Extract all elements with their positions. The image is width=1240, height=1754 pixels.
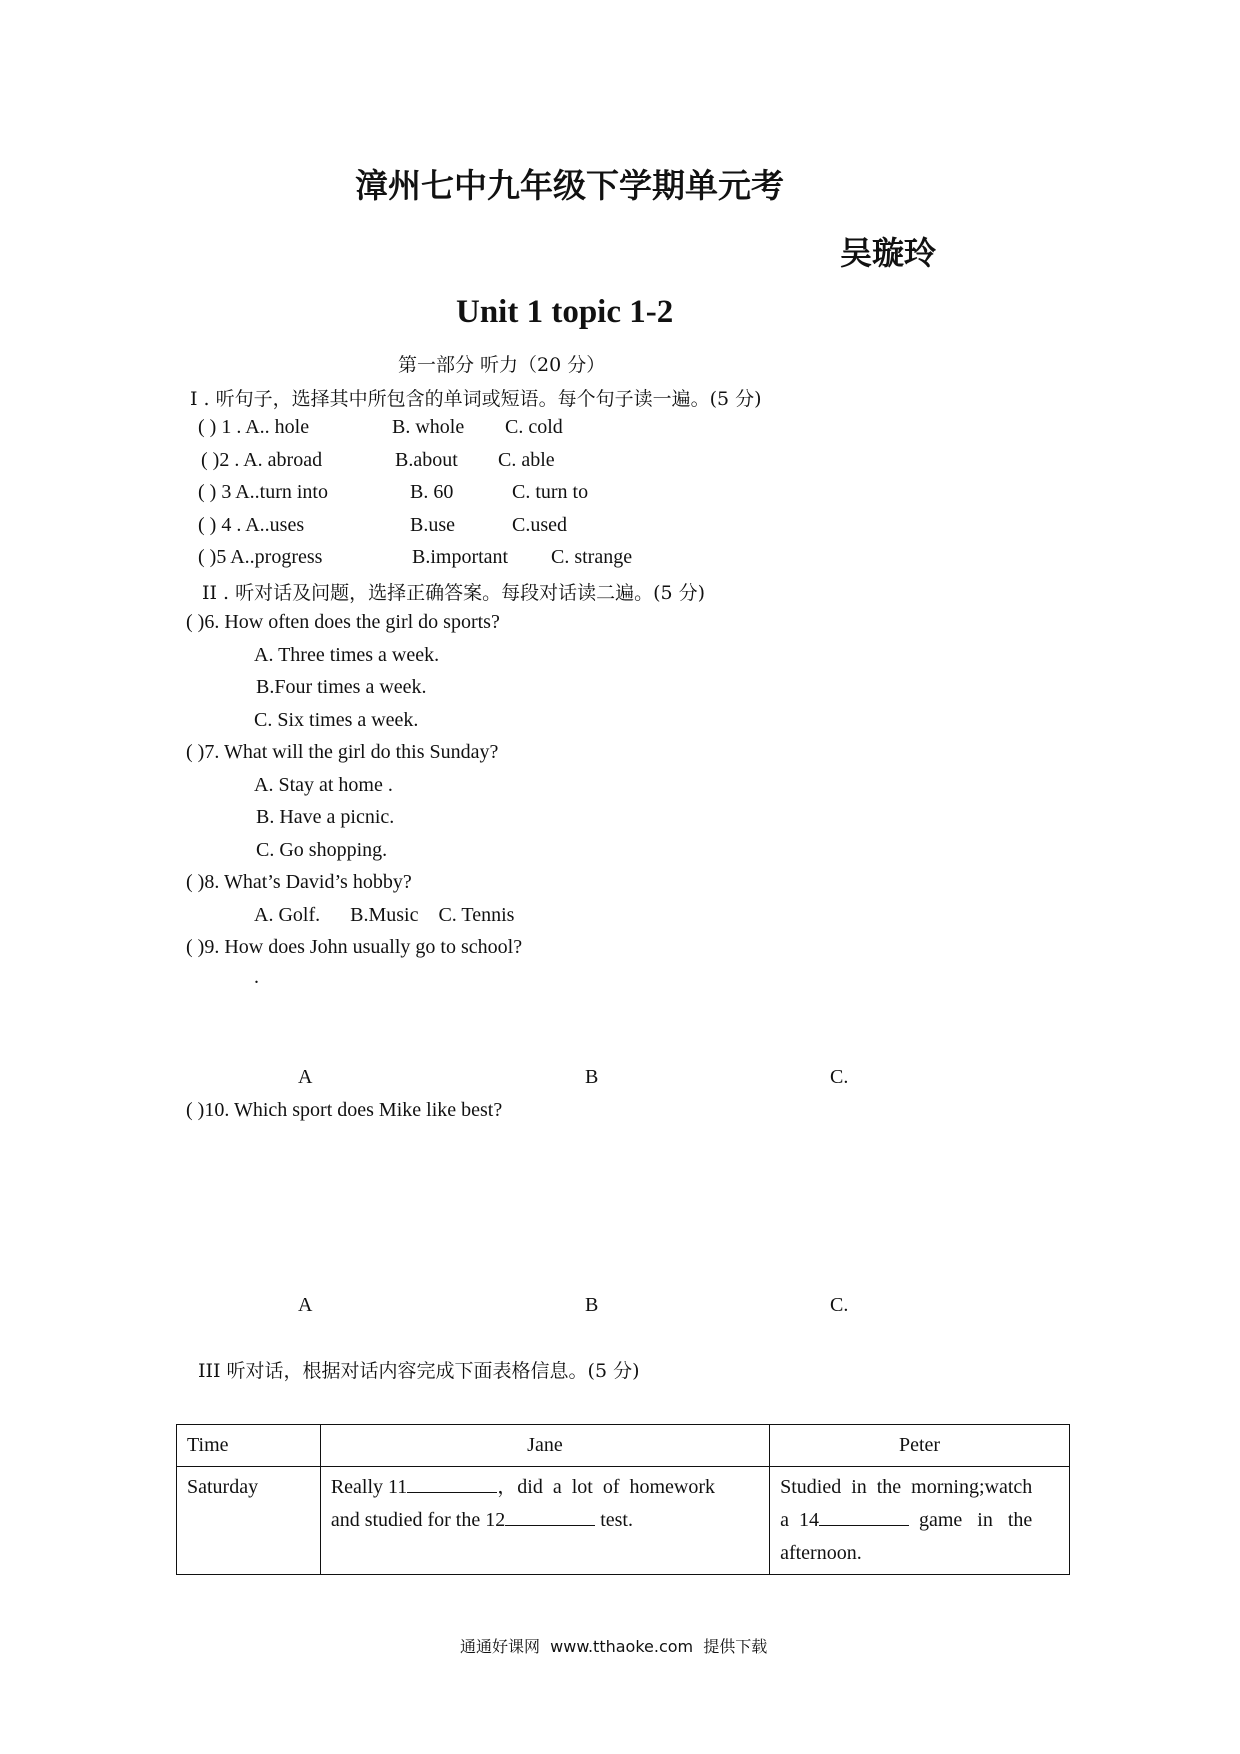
question-6-option-a: A. Three times a week. [254, 644, 440, 666]
answer-blank-11[interactable] [407, 1474, 497, 1493]
section2-instruction: II . 听对话及问题，选择正确答案。每段对话读二遍。(5 分) [202, 582, 706, 604]
question-7-option-b: B. Have a picnic. [256, 806, 395, 828]
option-b: B. 60 [410, 481, 454, 503]
question-10-picture-label-a: A [298, 1294, 313, 1316]
table-cell-jane [320, 1467, 769, 1575]
answer-blank-12[interactable] [505, 1507, 595, 1526]
table-header-row [177, 1425, 1070, 1467]
question-10-picture-label-c: C. [830, 1294, 849, 1316]
info-table [176, 1424, 1070, 1575]
question-6: ( )6. How often does the girl do sports? [186, 611, 500, 633]
peter-text-3: game in the [908, 1509, 1033, 1531]
table-row [177, 1467, 1070, 1575]
question-6-option-c: C. Six times a week. [254, 709, 419, 731]
peter-text-1: Studied in the morning;watch [780, 1476, 1033, 1498]
jane-text-2: ，did a lot of homework [497, 1476, 716, 1498]
page-title: 漳州七中九年级下学期单元考 [355, 166, 784, 205]
item-stem: ( ) 4 . A..uses [198, 514, 305, 536]
option-b: B.important [412, 546, 509, 568]
option-b: B.about [395, 449, 458, 471]
question-9-placeholder-dot: . [254, 966, 259, 988]
question-7: ( )7. What will the girl do this Sunday? [186, 741, 499, 763]
option-c: C. turn to [512, 481, 589, 503]
item-stem: ( )2 . A. abroad [201, 449, 323, 471]
jane-text-4: test. [595, 1509, 633, 1531]
table-header-time: Time [177, 1425, 321, 1467]
table-cell-time: Saturday [177, 1467, 321, 1575]
question-8-options: A. Golf. B.Music C. Tennis [254, 904, 515, 926]
question-10-picture-label-b: B [585, 1294, 599, 1316]
table-cell-peter [770, 1467, 1070, 1575]
option-c: C. cold [505, 416, 563, 438]
answer-blank-14[interactable] [819, 1507, 909, 1526]
option-c: C.used [512, 514, 567, 536]
question-7-option-a: A. Stay at home . [254, 774, 393, 796]
section1-instruction: I . 听句子，选择其中所包含的单词或短语。每个句子读一遍。(5 分) [190, 388, 762, 410]
option-c: C. strange [551, 546, 633, 568]
question-10: ( )10. Which sport does Mike like best? [186, 1099, 503, 1121]
item-stem: ( )5 A..progress [198, 546, 323, 568]
item-stem: ( ) 1 . A.. hole [198, 416, 310, 438]
question-9-picture-label-a: A [298, 1066, 313, 1088]
option-c: C. able [498, 449, 555, 471]
section3-instruction: III 听对话，根据对话内容完成下面表格信息。(5 分) [198, 1360, 640, 1382]
author-name: 吴璇玲 [840, 234, 937, 272]
item-stem: ( ) 3 A..turn into [198, 481, 328, 503]
option-b: B. whole [392, 416, 465, 438]
unit-heading: Unit 1 topic 1-2 [456, 294, 674, 330]
peter-text-4: afternoon. [780, 1542, 862, 1564]
part-heading: 第一部分 听力（20 分） [398, 354, 606, 376]
question-8: ( )8. What’s David’s hobby? [186, 871, 412, 893]
peter-text-2: a 14 [780, 1509, 819, 1531]
question-6-option-b: B.Four times a week. [256, 676, 427, 698]
table-header-jane: Jane [320, 1425, 769, 1467]
question-7-option-c: C. Go shopping. [256, 839, 388, 861]
page-footer: 通通好课网 www.tthaoke.com 提供下载 [460, 1637, 768, 1656]
table-header-peter: Peter [770, 1425, 1070, 1467]
option-b: B.use [410, 514, 455, 536]
jane-text-1: Really 11 [330, 1476, 408, 1498]
jane-text-3: and studied for the 12 [330, 1509, 506, 1531]
question-9-picture-label-c: C. [830, 1066, 849, 1088]
question-9-picture-label-b: B [585, 1066, 599, 1088]
question-9: ( )9. How does John usually go to school? [186, 936, 523, 958]
